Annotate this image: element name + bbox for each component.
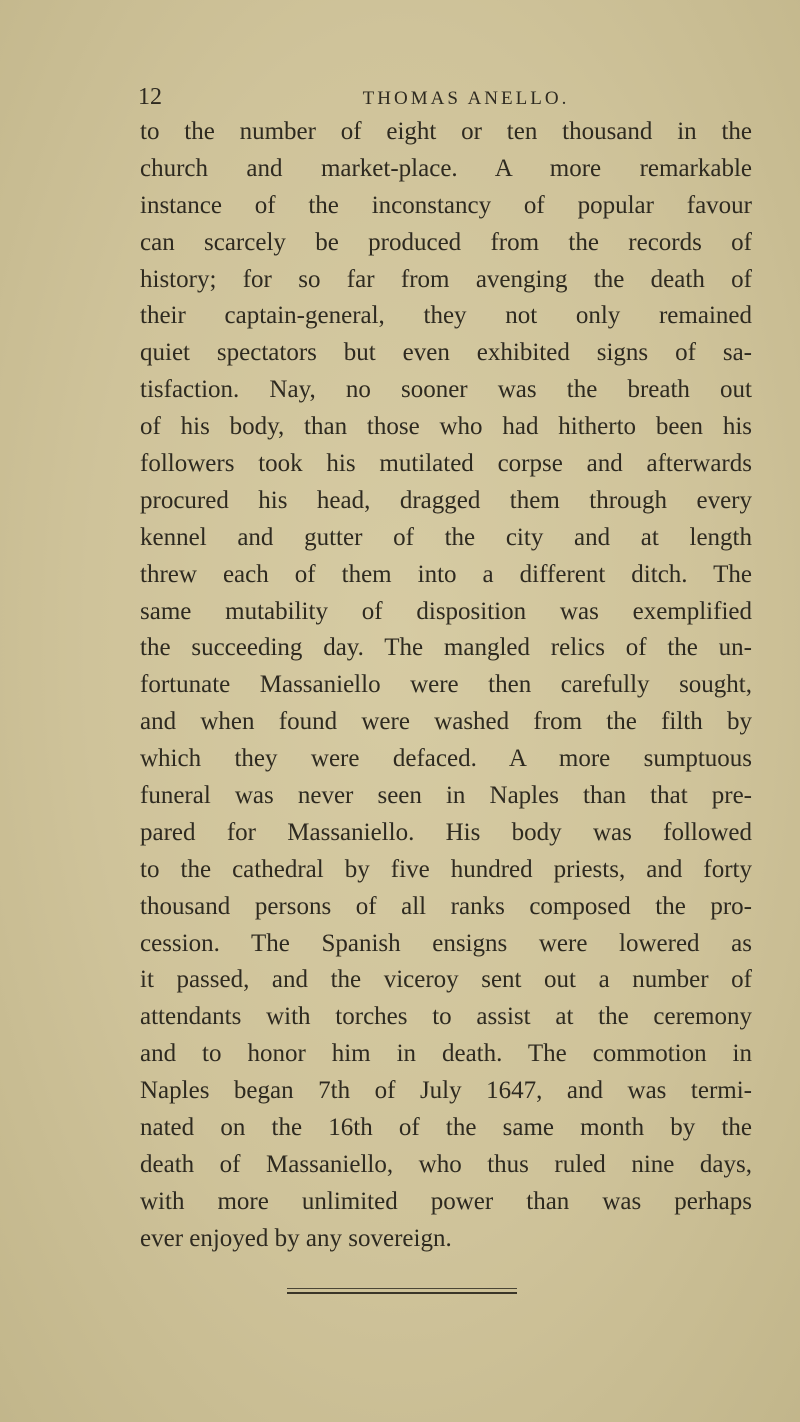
text-line: it passed, and the viceroy sent out a number of — [140, 966, 752, 994]
text-line: quiet spectators but even exhibited signs of sa- — [140, 339, 752, 367]
text-line: and to honor him in death. The commotion in — [140, 1040, 752, 1068]
text-line: fortunate Massaniello were then carefully sought, — [140, 671, 752, 699]
text-line: Naples began 7th of July 1647, and was termi- — [140, 1077, 752, 1105]
text-line: followers took his mutilated corpse and afterwards — [140, 450, 752, 478]
text-line: to the cathedral by five hundred priests, and forty — [140, 855, 752, 883]
text-line: history; for so far from avenging the death of — [140, 265, 752, 293]
text-line: can scarcely be produced from the records of — [140, 228, 752, 256]
section-end-rule — [287, 1288, 517, 1295]
text-line: of his body, than those who had hitherto been his — [140, 413, 752, 441]
text-line: to the number of eight or ten thousand in the — [140, 118, 752, 145]
text-line: attendants with torches to assist at the ceremony — [140, 1003, 752, 1031]
text-line: instance of the inconstancy of popular favour — [140, 191, 752, 219]
text-line: same mutability of disposition was exemplified — [140, 597, 752, 625]
text-line: nated on the 16th of the same month by the — [140, 1114, 752, 1142]
text-line: kennel and gutter of the city and at length — [140, 523, 752, 551]
text-line: thousand persons of all ranks composed the pro- — [140, 892, 752, 920]
page-number: 12 — [138, 84, 162, 110]
page-header — [140, 84, 752, 114]
text-line: cession. The Spanish ensigns were lowered as — [140, 929, 752, 957]
running-title: THOMAS ANELLO. — [362, 88, 570, 109]
text-line: which they were defaced. A more sumptuous — [140, 745, 752, 773]
text-line: with more unlimited power than was perhaps — [140, 1187, 752, 1215]
text-line: tisfaction. Nay, no sooner was the breath out — [140, 376, 752, 404]
text-line: their captain-general, they not only remained — [140, 302, 752, 330]
text-line: church and market-place. A more remarkable — [140, 154, 752, 182]
text-line: ever enjoyed by any sovereign. — [140, 1224, 452, 1252]
text-line: death of Massaniello, who thus ruled nine days, — [140, 1150, 752, 1178]
text-line: pared for Massaniello. His body was followed — [140, 818, 752, 846]
text-line: the succeeding day. The mangled relics of the un- — [140, 634, 752, 662]
body-text — [140, 114, 752, 1258]
text-line: threw each of them into a different ditch. The — [140, 560, 752, 588]
text-line: procured his head, dragged them through every — [140, 486, 752, 514]
text-line: and when found were washed from the filth by — [140, 708, 752, 736]
text-line: funeral was never seen in Naples than that pre- — [140, 782, 752, 810]
